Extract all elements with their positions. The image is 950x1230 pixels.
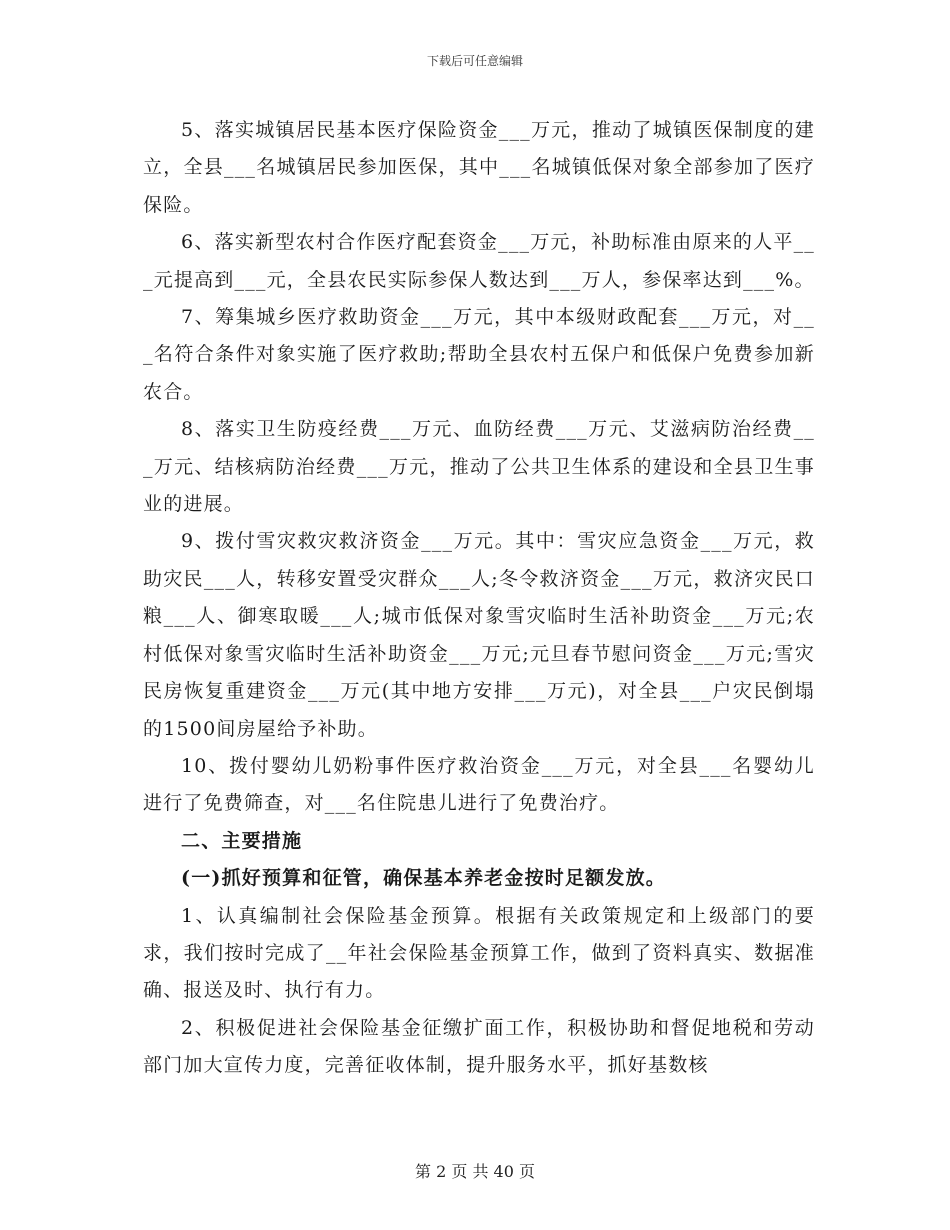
subsection-heading: (一)抓好预算和征管，确保基本养老金按时足额发放。 [181,867,666,890]
paragraph-item-8: 8、落实卫生防疫经费___万元、血防经费___万元、艾滋病防治经费___万元、结核病防治经费___万元，推动了公共卫生体系的建设和全县卫生事业的进展。 [143,418,815,516]
paragraph-item-10: 10、拨付婴幼儿奶粉事件医疗救治资金___万元，对全县___名婴幼儿进行了免费筛查，对___名住院患儿进行了免费治疗。 [143,754,815,815]
paragraph-measure-2: 2、积极促进社会保险基金征缴扩面工作，积极协助和督促地税和劳动部门加大宣传力度，完善征收体制，提升服务水平，抓好基数核 [143,1016,815,1077]
paragraph-item-7: 7、筹集城乡医疗救助资金___万元，其中本级财政配套___万元，对___名符合条件对象实施了医疗救助;帮助全县农村五保户和低保户免费参加新农合。 [143,306,815,403]
paragraph-item-6: 6、落实新型农村合作医疗配套资金___万元，补助标准由原来的人平___元提高到___元，全县农民实际参保人数达到___万人，参保率达到___%。 [143,231,815,291]
page-number: 第 2 页 共 40 页 [415,1162,535,1181]
section-heading: 二、主要措施 [181,829,303,852]
paragraph-item-5: 5、落实城镇居民基本医疗保险资金___万元，推动了城镇医保制度的建立，全县___名城镇居民参加医保，其中___名城镇低保对象全部参加了医疗保险。 [143,119,815,216]
paragraph-measure-1: 1、认真编制社会保险基金预算。根据有关政策规定和上级部门的要求，我们按时完成了__年社会保险基金预算工作，做到了资料真实、数据准确、报送及时、执行有力。 [143,904,815,1002]
document-body [143,112,815,1085]
page-header-note: 下载后可任意编辑 [426,54,523,68]
paragraph-item-9: 9、拨付雪灾救灾救济资金___万元。其中：雪灾应急资金___万元，救助灾民___人，转移安置受灾群众___人;冬令救济资金___万元，救济灾民口粮___人、御寒取暖___人;城市低保对象雪灾临时生活补助资金___万元;农村低保对象雪灾临时生活补助资金___万元;元旦春节慰问资金___万元;雪灾民房恢复重建资金___万元(其中地方安排___万元)，对全县___户灾民倒塌的1500间房屋给予补助。 [143,530,815,740]
